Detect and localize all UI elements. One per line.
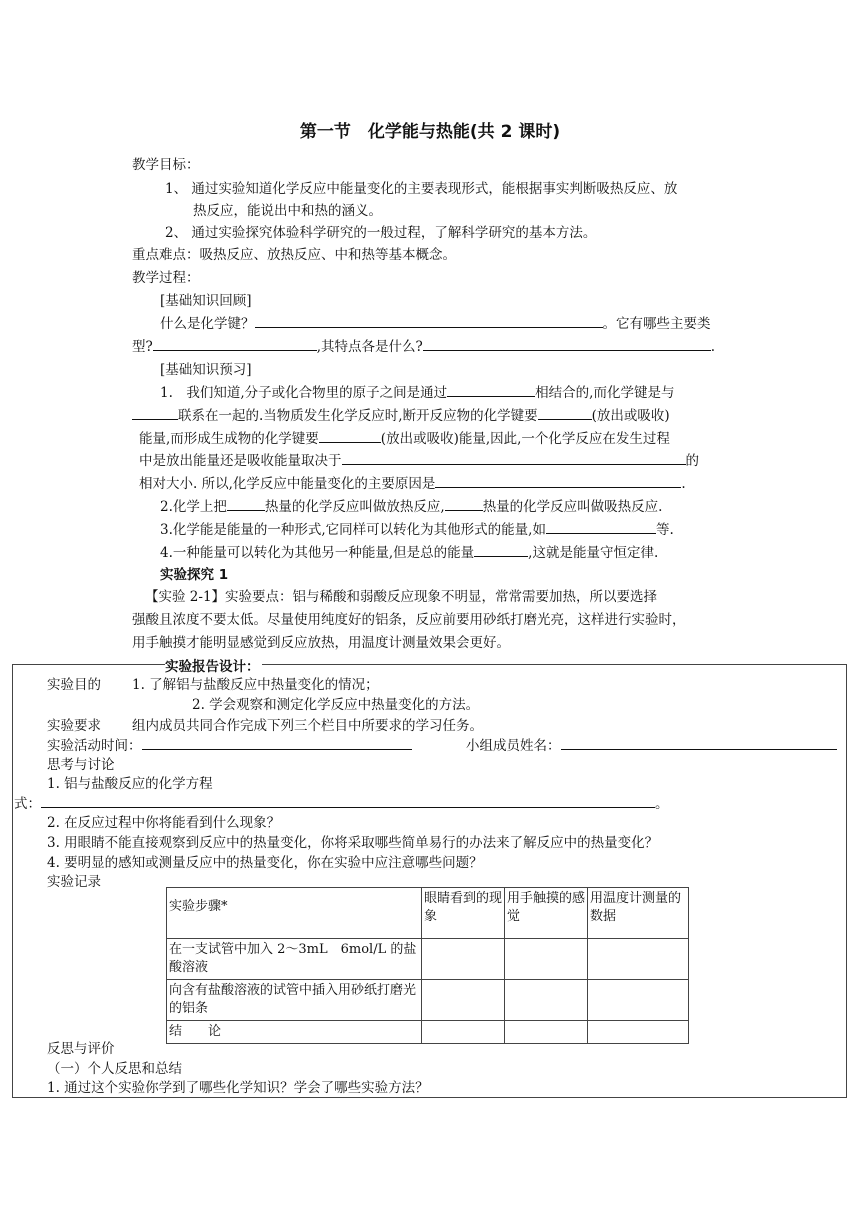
text: 式：: [14, 796, 41, 812]
preview-1-line-4: [139, 449, 699, 469]
header-cell: 眼睛看到的现象: [422, 888, 505, 939]
review-q1-text: 什么是化学键？: [160, 316, 255, 332]
time-label: 实验活动时间：: [47, 738, 142, 754]
explore-label: 实验探究 1: [160, 567, 229, 583]
goals-label: 教学目标：: [132, 157, 200, 173]
purpose-1: 1. 了解铝与盐酸反应中热量变化的情况；: [132, 677, 379, 693]
answer-blank[interactable]: [447, 383, 535, 397]
answer-blank[interactable]: [255, 314, 603, 328]
table-row: [167, 980, 689, 1021]
preview-1-line-3: [139, 427, 670, 447]
members-field[interactable]: [561, 736, 837, 750]
discuss-1-cont: [14, 792, 669, 812]
text: (放出或吸收)能量,因此,一个化学反应在发生过程: [380, 431, 670, 447]
touch-cell[interactable]: [505, 939, 588, 980]
reflect-label: 反思与评价: [47, 1041, 115, 1057]
text: 能量,而形成生成物的化学键要: [139, 431, 319, 447]
table-row: [167, 1021, 689, 1044]
answer-blank[interactable]: [342, 451, 686, 465]
page-title: 第一节 化学能与热能(共 2 课时): [299, 122, 561, 142]
temperature-cell[interactable]: [588, 939, 689, 980]
touch-cell[interactable]: [505, 980, 588, 1021]
observation-cell[interactable]: [422, 980, 505, 1021]
require-text: 组内成员共同合作完成下列三个栏目中所要求的学习任务。: [132, 718, 483, 734]
preview-label: [基础知识预习]: [160, 362, 252, 378]
review-q2-end: .: [710, 339, 716, 355]
text: 3.化学能是能量的一种形式,它同样可以转化为其他形式的能量,如: [160, 522, 546, 538]
reflect-q1: 1. 通过这个实验你学到了哪些化学知识？学会了哪些实验方法？: [47, 1080, 429, 1096]
answer-blank[interactable]: [153, 337, 317, 351]
text: 相对大小. 所以,化学反应中能量变化的主要原因是: [139, 476, 436, 492]
experiment-line-2: 强酸且浓度不要太低。尽量使用纯度好的铝条，反应前要用砂纸打磨光亮，这样进行实验时，: [132, 612, 686, 628]
conclusion-field[interactable]: [588, 1021, 689, 1044]
equation-blank[interactable]: [41, 794, 655, 808]
table-row: [167, 939, 689, 980]
record-label: 实验记录: [47, 874, 101, 890]
discuss-1: 1. 铝与盐酸反应的化学方程: [47, 776, 213, 792]
discuss-2: 2. 在反应过程中你将能看到什么现象？: [47, 815, 281, 831]
require-label: 实验要求: [47, 718, 101, 734]
experiment-line-3: 用手触摸才能明显感觉到反应放热，用温度计测量效果会更好。: [132, 635, 510, 651]
preview-1-line-5: [139, 472, 686, 492]
members-row: [466, 734, 837, 754]
report-label: 实验报告设计：: [165, 655, 262, 675]
header-cell: 实验步骤*: [167, 888, 422, 939]
text: 2.化学上把: [160, 499, 227, 515]
answer-blank[interactable]: [538, 406, 592, 420]
text: 联系在一起的.当物质发生化学反应时,断开反应物的化学键要: [178, 408, 538, 424]
goal-1-line-1: 1、 通过实验知道化学反应中能量变化的主要表现形式，能根据事实判断吸热反应、放: [165, 181, 678, 197]
preview-4: [160, 541, 658, 561]
step-cell: 向含有盐酸溶液的试管中插入用砂纸打磨光的铝条: [167, 980, 422, 1021]
text: 相结合的,而化学键是与: [535, 385, 675, 401]
text: 热量的化学反应叫做吸热反应.: [482, 499, 663, 515]
conclusion-field[interactable]: [505, 1021, 588, 1044]
discuss-label: 思考与讨论: [47, 757, 115, 773]
text: ,这就是能量守恒定律.: [528, 545, 659, 561]
answer-blank[interactable]: [227, 497, 265, 511]
preview-1-line-2: [132, 404, 670, 424]
header-cell: 用温度计测量的数据: [588, 888, 689, 939]
review-label: [基础知识回顾]: [160, 293, 252, 309]
text: 等.: [655, 522, 674, 538]
text: 的: [685, 453, 699, 469]
review-question-1: [160, 312, 711, 332]
record-table: [166, 887, 689, 1044]
purpose-label: 实验目的: [47, 677, 101, 693]
reflect-sub: （一）个人反思和总结: [47, 1061, 182, 1077]
text: 。: [655, 796, 669, 812]
experiment-line-1: 【实验 2-1】实验要点：铝与稀酸和弱酸反应现象不明显，常常需要加热，所以要选择: [145, 589, 658, 605]
conclusion-cell: 结 论: [167, 1021, 422, 1044]
review-question-2: [132, 335, 715, 355]
conclusion-field[interactable]: [422, 1021, 505, 1044]
time-field[interactable]: [142, 736, 412, 750]
answer-blank[interactable]: [132, 406, 178, 420]
goal-2: 2、 通过实验探究体验科学研究的一般过程，了解科学研究的基本方法。: [165, 225, 597, 241]
temperature-cell[interactable]: [588, 980, 689, 1021]
observation-cell[interactable]: [422, 939, 505, 980]
text: .: [681, 476, 686, 492]
discuss-4: 4. 要明显的感知或测量反应中的热量变化，你在实验中应注意哪些问题？: [47, 855, 483, 871]
preview-2: [160, 495, 662, 515]
process-label: 教学过程：: [132, 270, 200, 286]
answer-blank[interactable]: [474, 543, 528, 557]
answer-blank[interactable]: [435, 474, 681, 488]
goal-1-line-2: 热反应，能说出中和热的涵义。: [193, 203, 382, 219]
answer-blank[interactable]: [445, 497, 483, 511]
answer-blank[interactable]: [319, 429, 381, 443]
answer-blank[interactable]: [423, 337, 711, 351]
review-q2-mid: ,其特点各是什么?: [316, 339, 423, 355]
purpose-2: 2. 学会观察和测定化学反应中热量变化的方法。: [192, 697, 480, 713]
discuss-3: 3. 用眼睛不能直接观察到反应中的热量变化，你将采取哪些简单易行的办法来了解反应中的热量变化？: [47, 835, 659, 851]
time-row: [47, 734, 412, 754]
step-cell: 在一支试管中加入 2～3mL 6mol/L 的盐酸溶液: [167, 939, 422, 980]
answer-blank[interactable]: [546, 520, 656, 534]
preview-3: [160, 518, 674, 538]
text: 1. 我们知道,分子或化合物里的原子之间是通过: [160, 385, 448, 401]
header-cell: 用手触摸的感觉: [505, 888, 588, 939]
text: 热量的化学反应叫做放热反应,: [264, 499, 445, 515]
review-q2-text: 型?: [132, 339, 153, 355]
members-label: 小组成员姓名：: [466, 738, 561, 754]
preview-1-line-1: [160, 381, 674, 401]
review-q1-tail: 。它有哪些主要类: [602, 316, 711, 332]
text: (放出或吸收): [591, 408, 670, 424]
text: 中是放出能量还是吸收能量取决于: [139, 453, 342, 469]
key-points: 重点难点：吸热反应、放热反应、中和热等基本概念。: [132, 247, 456, 263]
text: 4.一种能量可以转化为其他另一种能量,但是总的能量: [160, 545, 475, 561]
table-header-row: [167, 888, 689, 939]
